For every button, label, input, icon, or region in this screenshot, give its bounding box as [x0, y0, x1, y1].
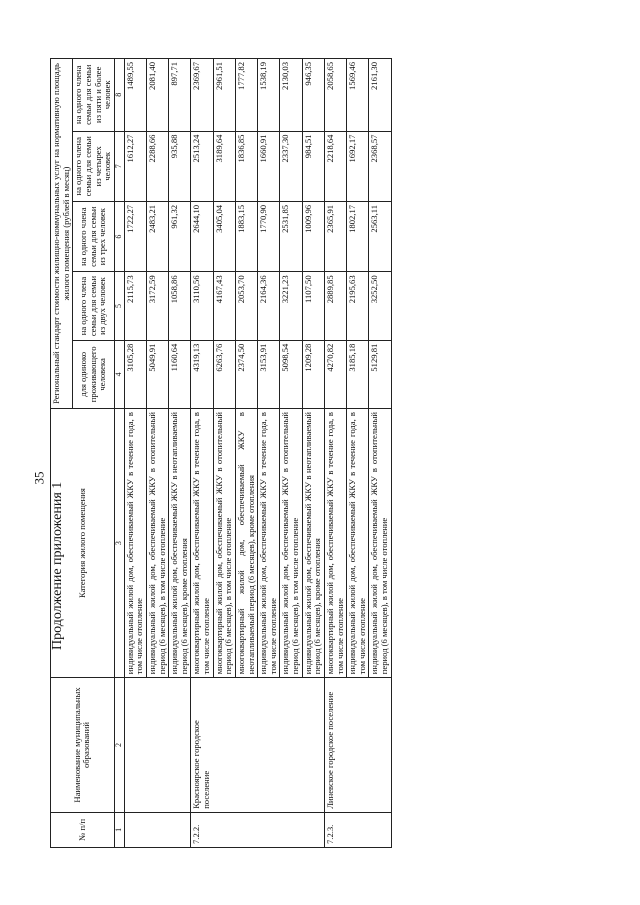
index-cell: 8: [114, 59, 124, 132]
subheader-col-8: на одного члена семьи для семьи из пяти и более человек: [73, 59, 115, 132]
standard-value: 1538,19: [258, 59, 280, 132]
rotated-page-content: [50, 58, 570, 848]
standard-value: 2374,50: [235, 340, 257, 408]
standard-value: 2961,51: [213, 59, 235, 132]
standard-value: 3172,59: [146, 272, 168, 340]
standard-value: 2115,73: [124, 272, 146, 340]
row-number: 7.2.2.: [191, 812, 325, 847]
municipality-name: [124, 678, 191, 813]
standard-value: 4319,13: [191, 340, 213, 408]
standard-value: 5098,54: [280, 340, 302, 408]
subheader-col-6: на одного члена семьи для семьи из трех человек: [73, 201, 115, 271]
standard-value: 1722,27: [124, 201, 146, 271]
index-cell: 2: [114, 678, 124, 813]
municipality-name: Линевское городское поселение: [324, 678, 391, 813]
index-cell: 5: [114, 272, 124, 340]
housing-category: индивидуальный жилой дом, обеспечиваемый ЖКУ в отопительный период (6 месяцев), в том числе отопление: [280, 409, 302, 678]
row-number: 7.2.3.: [324, 812, 391, 847]
standard-value: 2161,30: [369, 59, 391, 132]
standard-value: 3110,56: [191, 272, 213, 340]
standard-value: 897,71: [169, 59, 191, 132]
standard-value: 1883,15: [235, 201, 257, 271]
standard-value: 2365,91: [324, 201, 346, 271]
standard-value: 2644,10: [191, 201, 213, 271]
standard-value: 984,51: [302, 131, 324, 201]
housing-category: индивидуальный жилой дом, обеспечиваемый ЖКУ в течение года, в том числе отопление: [258, 409, 280, 678]
table-row: [324, 59, 346, 848]
index-cell: 1: [114, 812, 124, 847]
housing-category: многоквартирный жилой дом, обеспечиваемый ЖКУ в отопительный период (6 месяцев), в том числе отопление: [213, 409, 235, 678]
table-row: [124, 59, 146, 848]
standard-value: 2058,65: [324, 59, 346, 132]
index-cell: 6: [114, 201, 124, 271]
housing-category: индивидуальный жилой дом, обеспечиваемый ЖКУ в отопительный период (6 месяцев), в том числе отопление: [146, 409, 168, 678]
standard-value: 1058,86: [169, 272, 191, 340]
standard-value: 2563,11: [369, 201, 391, 271]
standard-value: 3105,28: [124, 340, 146, 408]
standard-value: 4270,82: [324, 340, 346, 408]
housing-category: индивидуальный жилой дом, обеспечиваемый ЖКУ в неотапливаемый период (6 месяцев), кроме отопления: [302, 409, 324, 678]
standard-value: 2081,40: [146, 59, 168, 132]
standard-value: 1612,27: [124, 131, 146, 201]
tariff-table: [50, 58, 392, 848]
municipality-name: Красноярское городское поселение: [191, 678, 325, 813]
standard-value: 1802,17: [347, 201, 369, 271]
standard-value: 1692,17: [347, 131, 369, 201]
standard-value: 1777,82: [235, 59, 257, 132]
standard-value: 5129,81: [369, 340, 391, 408]
table-body: [124, 59, 391, 848]
index-cell: 3: [114, 409, 124, 678]
standard-value: 3252,50: [369, 272, 391, 340]
subheader-col-5: на одного члена семьи для семьи из двух человек: [73, 272, 115, 340]
housing-category: многоквартирный жилой дом, обеспечиваемый ЖКУ в течение года, в том числе отопление: [191, 409, 213, 678]
row-number: [124, 812, 191, 847]
standard-value: 1770,90: [258, 201, 280, 271]
standard-value: 1209,28: [302, 340, 324, 408]
standard-value: 1107,50: [302, 272, 324, 340]
standard-value: 3189,64: [213, 131, 235, 201]
standard-value: 2483,21: [146, 201, 168, 271]
standard-value: 3405,04: [213, 201, 235, 271]
standard-value: 2513,24: [191, 131, 213, 201]
standard-value: 2369,67: [191, 59, 213, 132]
header-standard: Региональный стандарт стоимости жилищно-коммунальных услуг на нормативную площадь жилого помещения (рублей в месяц): [51, 59, 73, 409]
standard-value: 3221,23: [280, 272, 302, 340]
standard-value: 2531,85: [280, 201, 302, 271]
housing-category: индивидуальный жилой дом, обеспечиваемый ЖКУ в течение года, в том числе отопление: [124, 409, 146, 678]
header-category: Категория жилого помещения: [51, 409, 115, 678]
housing-category: многоквартирный жилой дом, обеспечиваемый ЖКУ в течение года, в том числе отопление: [324, 409, 346, 678]
standard-value: 2337,30: [280, 131, 302, 201]
standard-value: 2288,66: [146, 131, 168, 201]
index-cell: 7: [114, 131, 124, 201]
standard-value: 2889,85: [324, 272, 346, 340]
housing-category: индивидуальный жилой дом, обеспечиваемый ЖКУ в отопительный период (6 месяцев), в том числе отопление: [369, 409, 391, 678]
standard-value: 2218,64: [324, 131, 346, 201]
standard-value: 3185,18: [347, 340, 369, 408]
standard-value: 1160,64: [169, 340, 191, 408]
continuation-title: Продолжение приложения 1: [50, 481, 65, 650]
standard-value: 1569,46: [347, 59, 369, 132]
subheader-col-4: для одиноко проживающего человека: [73, 340, 115, 408]
subheader-col-7: на одного члена семьи для семьи из четырех человек: [73, 131, 115, 201]
standard-value: 2130,03: [280, 59, 302, 132]
standard-value: 1836,85: [235, 131, 257, 201]
standard-value: 2053,70: [235, 272, 257, 340]
table-row: [191, 59, 213, 848]
housing-category: индивидуальный жилой дом, обеспечиваемый ЖКУ в неотапливаемый период (6 месяцев), кроме отопления: [169, 409, 191, 678]
header-no: № п/п: [51, 812, 115, 847]
standard-value: 1009,96: [302, 201, 324, 271]
header-name: Наименование муниципальных образований: [51, 678, 115, 813]
standard-value: 2164,36: [258, 272, 280, 340]
housing-category: индивидуальный жилой дом, обеспечиваемый ЖКУ в течение года, в том числе отопление: [347, 409, 369, 678]
column-index-row: [114, 59, 124, 848]
standard-value: 935,88: [169, 131, 191, 201]
standard-value: 946,35: [302, 59, 324, 132]
page-number: 35: [31, 471, 47, 485]
standard-value: 2368,57: [369, 131, 391, 201]
standard-value: 1489,55: [124, 59, 146, 132]
housing-category: многоквартирный жилой дом, обеспечиваемый ЖКУ в неотапливаемый период (6 месяцев), кроме отопления: [235, 409, 257, 678]
standard-value: 1660,91: [258, 131, 280, 201]
standard-value: 3153,91: [258, 340, 280, 408]
standard-value: 961,32: [169, 201, 191, 271]
standard-value: 4167,43: [213, 272, 235, 340]
index-cell: 4: [114, 340, 124, 408]
standard-value: 2195,63: [347, 272, 369, 340]
standard-value: 6263,76: [213, 340, 235, 408]
standard-value: 5049,91: [146, 340, 168, 408]
